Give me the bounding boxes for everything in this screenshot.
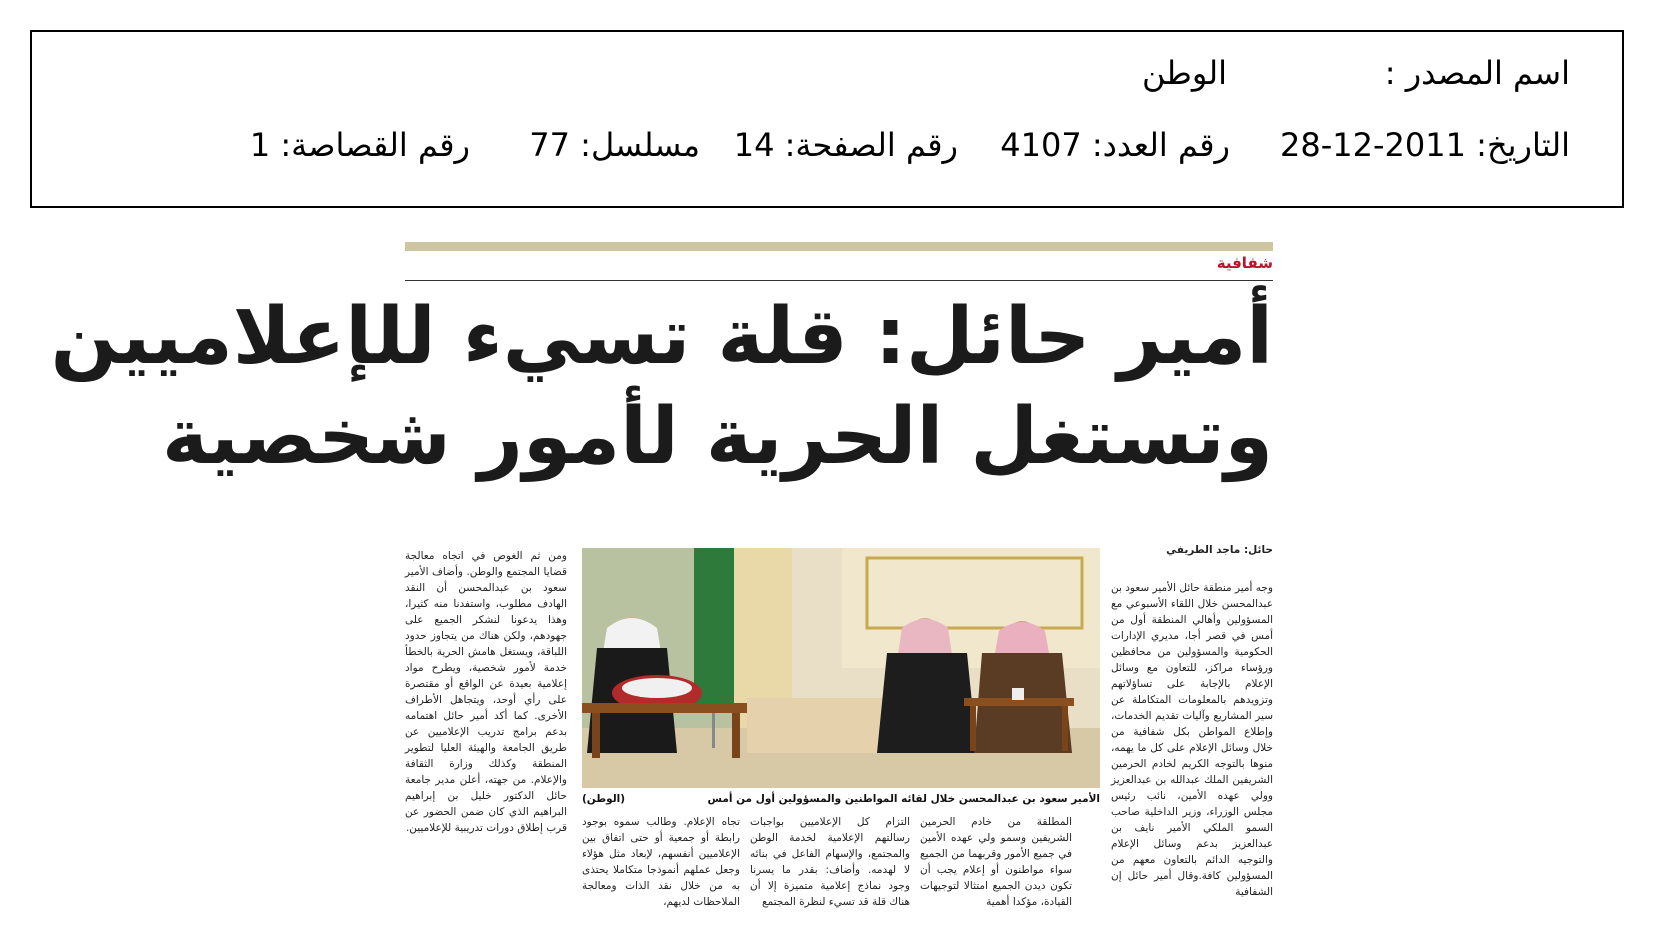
clipping-metadata-box <box>30 30 1624 208</box>
headline-line-1: أمير حائل: قلة تسيء للإعلاميين <box>50 292 1273 382</box>
newspaper-clipping <box>50 242 1273 932</box>
top-decorative-rule <box>405 242 1273 251</box>
article-photo <box>582 548 1100 788</box>
byline: حائل: ماجد الطريفي <box>1166 544 1273 556</box>
serial-field: مسلسل: 77 <box>529 126 700 164</box>
section-divider <box>405 280 1273 281</box>
article-column-bottom-3: تجاه الإعلام. وطالب سموه بوجود رابطة أو جمعية أو حتى اتفاق بين الإعلاميين أنفسهم، لإبعاد مثل هؤلاء وجعل عملهم أنموذجا متكاملا يحتذى به من خلال نقد الذات ومعالجة الملاحظات لديهم، <box>582 816 740 908</box>
article-column-left: ومن ثم الغوص في اتجاه معالجة قضايا المجتمع والوطن. وأضاف الأمير سعود بن عبدالمحسن أن النقد الهادف مطلوب، واستفدنا منه كثيرا، وهذا يدعونا لنشكر الجميع على جهودهم، ولكن هناك من يتجاوز حدود اللباقة، ويستغل هامش الحرية بالخطأ خدمة لأمور شخصية، ويطرح مواد إعلامية بعيدة عن الواقع أو مقتصرة على رأي أوحد، ويتجاهل الأطراف الأخرى. كما أكد أمير حائل اهتمامه بدعم برامج تدريب الإعلاميين عن طريق الجامعة والهيئة العليا لتطوير المنطقة وكذلك وزارة الثقافة والإعلام. من جهته، أعلن مدير جامعة حائل الدكتور خليل بن إبراهيم البراهيم الذي كان ضمن الحضور عن قرب إطلاق دورات تدريبية للإعلاميين. <box>405 550 567 834</box>
photo-credit: (الوطن) <box>582 793 626 805</box>
source-label: اسم المصدر : <box>1384 54 1570 92</box>
photo-caption <box>582 793 1100 805</box>
issue-number-field: رقم العدد: 4107 <box>1000 126 1230 164</box>
photo-illustration <box>582 548 1100 788</box>
column-right-text: وجه أمير منطقة حائل الأمير سعود بن عبدالمحسن خلال اللقاء الأسبوعي مع المسؤولين وأهالي المنطقة أول من أمس في قصر أجا، مديري الإدارات الحكومية والمسؤولين من محافظين ورؤساء مراكز، للتعاون مع وسائل الإعلام بالإجابة على تساؤلاتهم وتزويدهم بالمعلومات المتكاملة عن سير المشاريع وآليات تقديم الخدمات، وإطلاع المواطن بكل شفافية من خلال وسائل الإعلام على كل ما يهمه، منوها بالتوجه الكريم لخادم الحرمين الشريفين الملك عبدالله بن عبدالعزيز وولي عهده الأمين، نائب رئيس مجلس الوزراء، وزير الداخلية صاحب السمو الملكي الأمير نايف بن عبدالعزيز بدعم وسائل الإعلام والتوجيه الدائم بالتعاون معهم من المسؤولين كافة.وقال أمير حائل إن الشفافية <box>1110 582 1273 898</box>
caption-text: الأمير سعود بن عبدالمحسن خلال لقائه المواطنين والمسؤولين أول من أمس <box>707 793 1100 805</box>
date-field: التاريخ: 2011-12-28 <box>1280 126 1570 164</box>
article-column-bottom-2: التزام كل الإعلاميين بواجبات رسالتهم الإعلامية لخدمة الوطن والمجتمع، والإسهام الفاعل في بنائه لا لهدمه. وأضاف: بقدر ما يسرنا وجود نماذج إعلامية متميزة إلا أن هناك قلة قد تسيء لنظرة المجتمع <box>750 816 910 908</box>
article-column-right <box>1111 542 1273 900</box>
clipping-number-field: رقم القصاصة: 1 <box>249 126 470 164</box>
headline-line-2: وتستغل الحرية لأمور شخصية <box>161 392 1273 482</box>
page-number-field: رقم الصفحة: 14 <box>733 126 958 164</box>
article-column-bottom-1: المطلقة من خادم الحرمين الشريفين وسمو ولي عهده الأمين في جميع الأمور وقربهما من الجميع سواء مواطنون أو إعلام يجب أن تكون ديدن الجميع امتثالا لتوجيهات القيادة، مؤكدا أهمية <box>920 816 1072 908</box>
source-value: الوطن <box>1142 54 1227 92</box>
section-label: شفافية <box>1216 254 1273 272</box>
